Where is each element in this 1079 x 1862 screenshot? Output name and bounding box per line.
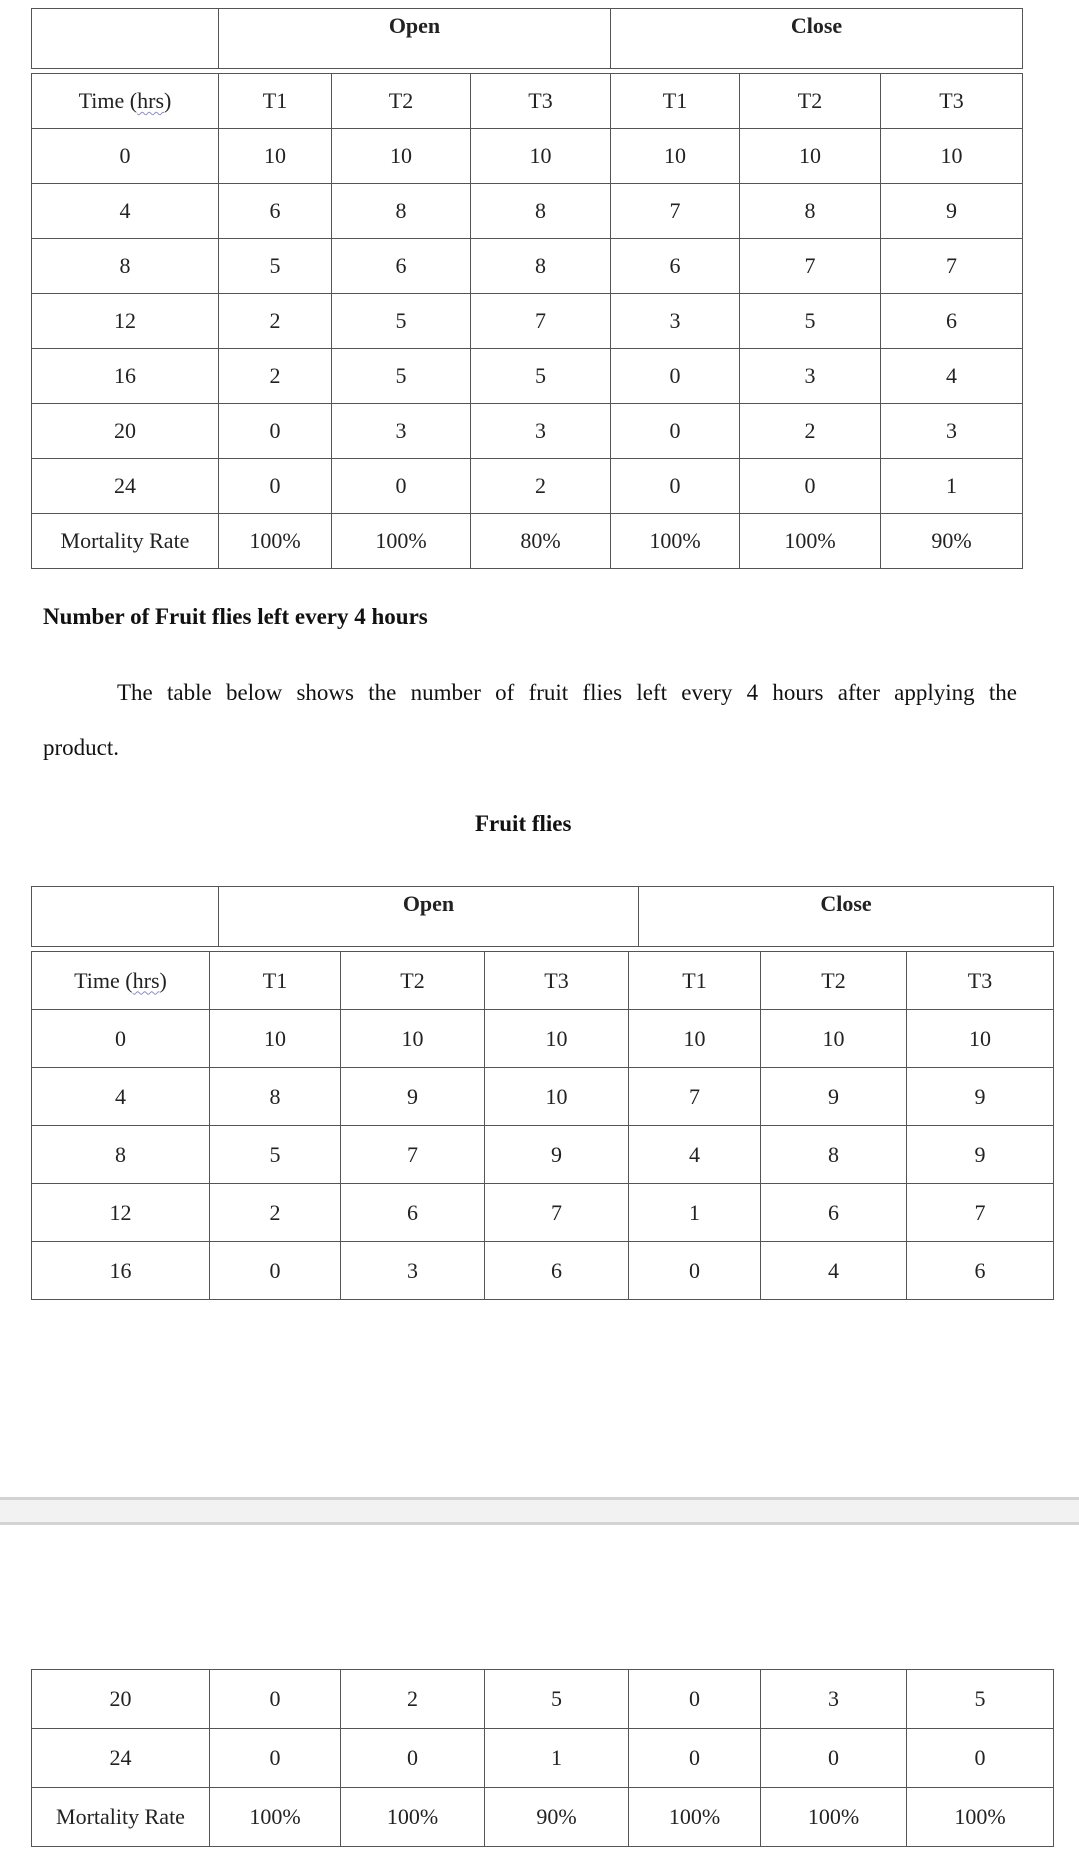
table1-cell: 7 <box>881 239 1023 294</box>
table1-cell: 2 <box>740 404 881 459</box>
table2-continued-cell: 90% <box>485 1788 629 1847</box>
table1-group-blank <box>32 9 219 69</box>
table2-column-header-row <box>32 952 1054 1010</box>
table2-cell: 2 <box>210 1184 341 1242</box>
table2-continued-row-label: 24 <box>32 1729 210 1788</box>
table2-cell: 9 <box>907 1126 1054 1184</box>
table1-row <box>32 514 1023 569</box>
table2-row-label: 16 <box>32 1242 210 1300</box>
table1-column-header: T2 <box>332 74 471 129</box>
table2-cell: 7 <box>485 1184 629 1242</box>
table2-continued-row <box>32 1670 1054 1729</box>
table2-continued-cell: 100% <box>629 1788 761 1847</box>
table2-cell: 8 <box>761 1126 907 1184</box>
table2-cell: 5 <box>210 1126 341 1184</box>
table2-continued-cell: 0 <box>629 1729 761 1788</box>
table1-cell: 7 <box>611 184 740 239</box>
table1-row-label: 4 <box>32 184 219 239</box>
time-label-suffix: ) <box>164 88 172 113</box>
table1-cell: 0 <box>611 459 740 514</box>
table2-cell: 6 <box>485 1242 629 1300</box>
table2-cell: 10 <box>210 1010 341 1068</box>
table2-time-header <box>32 952 210 1010</box>
table1-cell: 8 <box>471 184 611 239</box>
table1-cell: 0 <box>740 459 881 514</box>
table2-cell: 3 <box>341 1242 485 1300</box>
table1-row-label: 16 <box>32 349 219 404</box>
table1-cell: 0 <box>332 459 471 514</box>
table1-cell: 90% <box>881 514 1023 569</box>
time-label-prefix: Time ( <box>78 88 138 113</box>
table2-column-header: T3 <box>907 952 1054 1010</box>
table1-cell: 100% <box>740 514 881 569</box>
table2-continued-cell: 0 <box>210 1670 341 1729</box>
table1-row-label: 8 <box>32 239 219 294</box>
table1-row <box>32 184 1023 239</box>
table1-cell: 5 <box>332 294 471 349</box>
table2-cell: 8 <box>210 1068 341 1126</box>
table1-cell: 3 <box>471 404 611 459</box>
table2-continued-cell: 100% <box>907 1788 1054 1847</box>
table2-cell: 9 <box>341 1068 485 1126</box>
table1-cell: 2 <box>219 294 332 349</box>
table1-column-header: T2 <box>740 74 881 129</box>
table1-cell: 3 <box>332 404 471 459</box>
table2-continued-cell: 100% <box>341 1788 485 1847</box>
table1-row-label: 12 <box>32 294 219 349</box>
table1-row <box>32 294 1023 349</box>
table1-cell: 0 <box>611 404 740 459</box>
table1-group-close: Close <box>611 9 1023 69</box>
table1-cell: 10 <box>740 129 881 184</box>
table2-continued-cell: 0 <box>907 1729 1054 1788</box>
table1-cell: 7 <box>740 239 881 294</box>
table2-cell: 7 <box>629 1068 761 1126</box>
table2-cell: 9 <box>485 1126 629 1184</box>
table1-cell: 5 <box>471 349 611 404</box>
table2-cell: 9 <box>761 1068 907 1126</box>
table2-cell: 10 <box>485 1010 629 1068</box>
table1-cell: 100% <box>332 514 471 569</box>
table2-continued-cell: 3 <box>761 1670 907 1729</box>
table2-cell: 7 <box>907 1184 1054 1242</box>
table2-continued-cell: 100% <box>761 1788 907 1847</box>
table1-cell: 0 <box>219 459 332 514</box>
table2-row-label: 0 <box>32 1010 210 1068</box>
table2-cell: 7 <box>341 1126 485 1184</box>
table2-continued-cell: 0 <box>761 1729 907 1788</box>
table2-row <box>32 1010 1054 1068</box>
table1-row-label: Mortality Rate <box>32 514 219 569</box>
table2-continued-row-label: Mortality Rate <box>32 1788 210 1847</box>
table2-continued-cell: 1 <box>485 1729 629 1788</box>
table2-cell: 10 <box>761 1010 907 1068</box>
table2-cell: 6 <box>341 1184 485 1242</box>
table1 <box>31 73 1023 569</box>
table1-cell: 5 <box>219 239 332 294</box>
table1-cell: 3 <box>881 404 1023 459</box>
table1-row-label: 24 <box>32 459 219 514</box>
table1-row <box>32 459 1023 514</box>
table2-row <box>32 1126 1054 1184</box>
table2-row-label: 8 <box>32 1126 210 1184</box>
table2-row-label: 12 <box>32 1184 210 1242</box>
table2-continued-cell: 5 <box>485 1670 629 1729</box>
time-label-suffix: ) <box>159 967 167 993</box>
table1-cell: 5 <box>740 294 881 349</box>
paragraph-line1: The table below shows the number of fruit flies left every 4 hours after applying the <box>117 680 1017 705</box>
table2-continued-cell: 0 <box>629 1670 761 1729</box>
table2-row <box>32 1184 1054 1242</box>
table2-row <box>32 1068 1054 1126</box>
table2-cell: 6 <box>907 1242 1054 1300</box>
table1-column-header: T3 <box>881 74 1023 129</box>
paragraph-line2: product. <box>43 735 120 760</box>
table1-row <box>32 239 1023 294</box>
table1-row-label: 0 <box>32 129 219 184</box>
table2-cell: 4 <box>629 1126 761 1184</box>
table2-row-label: 4 <box>32 1068 210 1126</box>
table1-cell: 10 <box>332 129 471 184</box>
table1-cell: 8 <box>471 239 611 294</box>
table2-column-header: T3 <box>485 952 629 1010</box>
table2-cell: 10 <box>907 1010 1054 1068</box>
table2-cell: 6 <box>761 1184 907 1242</box>
table1-cell: 10 <box>219 129 332 184</box>
table1-column-header: T1 <box>611 74 740 129</box>
table1-cell: 10 <box>881 129 1023 184</box>
table2-continued-row <box>32 1788 1054 1847</box>
table1-cell: 3 <box>611 294 740 349</box>
table2-cell: 10 <box>485 1068 629 1126</box>
table1-cell: 2 <box>471 459 611 514</box>
table2-column-header: T1 <box>210 952 341 1010</box>
table1-cell: 6 <box>332 239 471 294</box>
table1-row <box>32 349 1023 404</box>
table1-cell: 9 <box>881 184 1023 239</box>
table2-continued-cell: 5 <box>907 1670 1054 1729</box>
table2-cell: 4 <box>761 1242 907 1300</box>
table2-column-header: T1 <box>629 952 761 1010</box>
table2-cell: 0 <box>210 1242 341 1300</box>
table2-continued-row-label: 20 <box>32 1670 210 1729</box>
table2-continued-cell: 100% <box>210 1788 341 1847</box>
table1-cell: 8 <box>740 184 881 239</box>
table2-group-close: Close <box>639 887 1054 947</box>
table1-caption: Number of Fruit flies left every 4 hours <box>43 604 428 629</box>
table1-cell: 100% <box>219 514 332 569</box>
table2-column-header: T2 <box>761 952 907 1010</box>
table1-cell: 5 <box>332 349 471 404</box>
time-label-unit: hrs <box>137 88 165 113</box>
table1-cell: 80% <box>471 514 611 569</box>
time-label-prefix: Time ( <box>74 967 133 993</box>
table2-cell: 9 <box>907 1068 1054 1126</box>
table2 <box>31 951 1054 1300</box>
table1-column-header: T1 <box>219 74 332 129</box>
table1-row <box>32 404 1023 459</box>
page-break <box>0 1497 1079 1525</box>
table2-group-header <box>31 886 1054 947</box>
table2-continued-row <box>32 1729 1054 1788</box>
table2-continued-cell: 2 <box>341 1670 485 1729</box>
table2-row <box>32 1242 1054 1300</box>
table1-column-header: T3 <box>471 74 611 129</box>
table2-group-blank <box>32 887 219 947</box>
table1-cell: 100% <box>611 514 740 569</box>
table2-continued-cell: 0 <box>341 1729 485 1788</box>
table1-cell: 2 <box>219 349 332 404</box>
table1-cell: 0 <box>219 404 332 459</box>
table1-group-header <box>31 8 1023 69</box>
table2-cell: 0 <box>629 1242 761 1300</box>
table1-row-label: 20 <box>32 404 219 459</box>
table2-group-open: Open <box>219 887 639 947</box>
table1-group-open: Open <box>219 9 611 69</box>
table2-column-header: T2 <box>341 952 485 1010</box>
table2-title: Fruit flies <box>475 811 572 836</box>
table2-continued-cell: 0 <box>210 1729 341 1788</box>
table1-cell: 10 <box>471 129 611 184</box>
table2-cell: 1 <box>629 1184 761 1242</box>
table1-cell: 6 <box>611 239 740 294</box>
table1-row <box>32 129 1023 184</box>
table1-cell: 8 <box>332 184 471 239</box>
table1-cell: 4 <box>881 349 1023 404</box>
table1-cell: 6 <box>881 294 1023 349</box>
table1-column-header-row <box>32 74 1023 129</box>
time-label-unit: hrs <box>132 967 160 993</box>
table1-cell: 3 <box>740 349 881 404</box>
table1-cell: 1 <box>881 459 1023 514</box>
table1-cell: 10 <box>611 129 740 184</box>
table2-cell: 10 <box>629 1010 761 1068</box>
table1-time-header <box>32 74 219 129</box>
table2-continued <box>31 1669 1054 1847</box>
table1-cell: 6 <box>219 184 332 239</box>
table2-cell: 10 <box>341 1010 485 1068</box>
table1-cell: 0 <box>611 349 740 404</box>
table1-cell: 7 <box>471 294 611 349</box>
